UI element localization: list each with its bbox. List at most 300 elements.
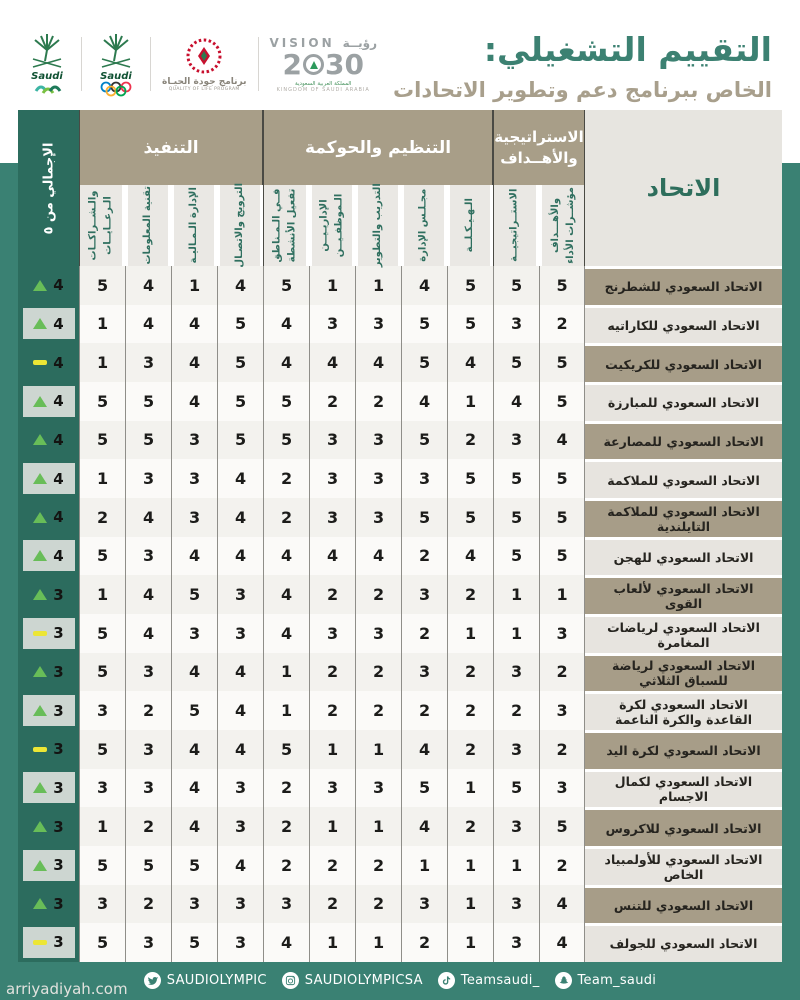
score-cell: 4: [217, 730, 263, 769]
score-cell: 1: [79, 807, 125, 846]
federation-name: الاتحاد السعودي للهجن: [585, 537, 782, 576]
trend-up-icon: [33, 898, 47, 909]
total-value: 4: [53, 314, 64, 333]
social-handle: SAUDIOLYMPIC: [166, 973, 267, 988]
score-cell: 3: [539, 691, 585, 730]
total-cell: [18, 537, 79, 576]
federation-name: الاتحاد السعودي للملاكمة: [585, 459, 782, 498]
score-cell: 5: [79, 923, 125, 962]
trend-up-icon: [33, 473, 47, 484]
score-cell: 4: [171, 382, 217, 421]
federation-name: الاتحاد السعودي لألعاب القوى: [585, 575, 782, 614]
saudi-label: Saudi: [100, 71, 132, 82]
score-cell: 3: [125, 459, 171, 498]
total-cell: [18, 382, 79, 421]
score-cell: 5: [401, 305, 447, 344]
federation-name: الاتحاد السعودي للشطرنج: [585, 266, 782, 305]
trend-up-icon: [33, 396, 47, 407]
total-cell: [18, 653, 79, 692]
score-cell: 2: [401, 537, 447, 576]
column-header: والأهـــداف مؤشــرات الأداء: [539, 185, 585, 266]
score-cell: 2: [263, 846, 309, 885]
saudi-olympic-logo: [93, 31, 139, 97]
score-cell: 4: [171, 730, 217, 769]
column-header: التدريب والتطوير: [355, 185, 401, 266]
score-cell: 2: [539, 730, 585, 769]
score-cell: 4: [355, 537, 401, 576]
score-cell: 3: [217, 923, 263, 962]
score-cell: 1: [401, 846, 447, 885]
score-cell: 3: [309, 614, 355, 653]
score-cell: 4: [217, 691, 263, 730]
score-cell: 3: [355, 421, 401, 460]
trend-up-icon: [33, 860, 47, 871]
score-cell: 5: [493, 769, 539, 808]
score-cell: 2: [355, 885, 401, 924]
total-value: 3: [53, 740, 64, 759]
score-cell: 2: [355, 575, 401, 614]
score-cell: 2: [447, 421, 493, 460]
score-cell: 5: [447, 459, 493, 498]
score-cell: 5: [493, 459, 539, 498]
score-cell: 4: [217, 498, 263, 537]
trend-up-icon: [33, 705, 47, 716]
group-header-strategy: الاستراتيجية والأهــداف: [493, 110, 585, 185]
trend-up-icon: [33, 589, 47, 600]
total-value: 4: [53, 353, 64, 372]
score-cell: 4: [217, 266, 263, 305]
social-handle: Teamsaudi_: [460, 973, 540, 988]
score-cell: 5: [171, 846, 217, 885]
score-cell: 3: [355, 459, 401, 498]
score-cell: 5: [217, 305, 263, 344]
score-cell: 1: [309, 807, 355, 846]
score-cell: 1: [493, 575, 539, 614]
total-value: 3: [53, 662, 64, 681]
score-cell: 5: [493, 343, 539, 382]
score-cell: 4: [309, 343, 355, 382]
score-cell: 2: [493, 691, 539, 730]
score-cell: 4: [217, 537, 263, 576]
score-cell: 2: [539, 305, 585, 344]
score-cell: 2: [401, 614, 447, 653]
score-cell: 3: [401, 885, 447, 924]
score-cell: 5: [263, 730, 309, 769]
score-cell: 3: [309, 769, 355, 808]
total-value: 4: [53, 469, 64, 488]
score-cell: 3: [217, 769, 263, 808]
score-cell: 4: [125, 575, 171, 614]
vision-kingdom-ar: المملكة العربية السعودية: [295, 80, 352, 87]
federation-column-header: الاتحاد: [585, 110, 782, 266]
score-cell: 5: [263, 421, 309, 460]
vision-palm-icon: [303, 54, 324, 75]
total-cell: [18, 730, 79, 769]
trend-steady-icon: [33, 360, 47, 365]
score-cell: 4: [447, 537, 493, 576]
total-cell: [18, 343, 79, 382]
trend-up-icon: [33, 782, 47, 793]
score-cell: 5: [79, 382, 125, 421]
score-cell: 3: [493, 305, 539, 344]
federation-name: الاتحاد السعودي للأولمبياد الخاص: [585, 846, 782, 885]
score-cell: 5: [401, 498, 447, 537]
score-cell: 2: [263, 459, 309, 498]
score-cell: 1: [263, 691, 309, 730]
federation-name: الاتحاد السعودي للمصارعة: [585, 421, 782, 460]
score-cell: 5: [447, 305, 493, 344]
score-cell: 2: [447, 730, 493, 769]
score-cell: 2: [309, 575, 355, 614]
score-cell: 3: [171, 614, 217, 653]
score-cell: 4: [309, 537, 355, 576]
social-item-twitter: [144, 972, 267, 989]
score-cell: 1: [355, 807, 401, 846]
score-cell: 3: [125, 343, 171, 382]
score-cell: 3: [171, 498, 217, 537]
score-cell: 5: [539, 382, 585, 421]
score-cell: 3: [493, 421, 539, 460]
divider: [150, 37, 151, 91]
page-subtitle: الخاص ببرنامج دعم وتطوير الاتحادات: [393, 78, 772, 102]
score-cell: 3: [493, 730, 539, 769]
score-cell: 3: [79, 769, 125, 808]
score-cell: 5: [539, 459, 585, 498]
score-cell: 5: [125, 421, 171, 460]
score-cell: 2: [263, 498, 309, 537]
score-cell: 2: [447, 807, 493, 846]
score-cell: 3: [539, 769, 585, 808]
score-cell: 4: [171, 305, 217, 344]
total-cell: [18, 769, 79, 808]
total-value: 3: [53, 701, 64, 720]
trend-steady-icon: [33, 747, 47, 752]
score-cell: 3: [309, 459, 355, 498]
federation-name: الاتحاد السعودي للتنس: [585, 885, 782, 924]
column-header: الاستــراتيجيــة: [493, 185, 539, 266]
score-cell: 4: [539, 923, 585, 962]
score-cell: 3: [493, 653, 539, 692]
score-cell: 1: [447, 885, 493, 924]
score-cell: 4: [401, 382, 447, 421]
score-cell: 1: [539, 575, 585, 614]
score-cell: 3: [355, 614, 401, 653]
score-cell: 3: [217, 807, 263, 846]
score-cell: 4: [493, 382, 539, 421]
score-cell: 5: [447, 498, 493, 537]
score-cell: 4: [217, 846, 263, 885]
score-cell: 2: [401, 923, 447, 962]
column-header: مجـلـس الإدارة: [401, 185, 447, 266]
score-cell: 3: [217, 575, 263, 614]
group-header-governance: التنظيم والحوكمة: [263, 110, 493, 185]
score-cell: 5: [401, 769, 447, 808]
score-cell: 3: [171, 885, 217, 924]
score-cell: 2: [125, 691, 171, 730]
vision-en-label: VISION: [269, 35, 335, 50]
total-cell: [18, 807, 79, 846]
total-value: 3: [53, 778, 64, 797]
score-cell: 5: [79, 266, 125, 305]
social-item-tiktok: [438, 972, 540, 989]
score-cell: 2: [401, 691, 447, 730]
score-cell: 3: [493, 807, 539, 846]
trend-up-icon: [33, 512, 47, 523]
score-cell: 3: [125, 769, 171, 808]
logo-strip: [24, 26, 377, 102]
score-cell: 3: [125, 730, 171, 769]
score-cell: 2: [309, 691, 355, 730]
trend-up-icon: [33, 280, 47, 291]
total-cell: [18, 885, 79, 924]
score-cell: 5: [79, 421, 125, 460]
social-handle: SAUDIOLYMPICSA: [304, 973, 423, 988]
score-cell: 4: [263, 305, 309, 344]
score-cell: 5: [217, 421, 263, 460]
federation-name: الاتحاد السعودي للمبارزة: [585, 382, 782, 421]
score-cell: 5: [217, 343, 263, 382]
trend-steady-icon: [33, 631, 47, 636]
score-cell: 1: [355, 923, 401, 962]
score-cell: 3: [125, 923, 171, 962]
score-cell: 4: [263, 537, 309, 576]
score-cell: 5: [263, 382, 309, 421]
score-cell: 4: [263, 343, 309, 382]
score-cell: 3: [401, 459, 447, 498]
trend-up-icon: [33, 666, 47, 677]
score-cell: 5: [171, 575, 217, 614]
score-cell: 4: [447, 343, 493, 382]
score-cell: 5: [493, 266, 539, 305]
score-cell: 4: [263, 923, 309, 962]
social-item-instagram: [282, 972, 423, 989]
score-cell: 3: [539, 614, 585, 653]
total-value: 3: [53, 933, 64, 952]
score-cell: 1: [79, 575, 125, 614]
total-cell: [18, 266, 79, 305]
column-header: الإدارة الـمـاليـة: [171, 185, 217, 266]
score-cell: 4: [401, 266, 447, 305]
score-cell: 4: [125, 305, 171, 344]
column-header: الـهـيـكـلــة: [447, 185, 493, 266]
score-cell: 1: [79, 343, 125, 382]
federation-name: الاتحاد السعودي للكريكيت: [585, 343, 782, 382]
score-cell: 3: [217, 614, 263, 653]
federation-name: الاتحاد السعودي للجولف: [585, 923, 782, 962]
qol-arabic-label: برنامج جودة الحيـاة: [162, 77, 247, 87]
score-cell: 4: [171, 537, 217, 576]
score-cell: 5: [79, 653, 125, 692]
total-value: 3: [53, 585, 64, 604]
total-column-header: [18, 110, 79, 266]
score-cell: 3: [355, 305, 401, 344]
score-cell: 2: [539, 846, 585, 885]
total-value: 3: [53, 817, 64, 836]
site-watermark: arriyadiyah.com: [6, 980, 128, 998]
score-cell: 1: [79, 305, 125, 344]
score-cell: 1: [171, 266, 217, 305]
score-cell: 3: [355, 498, 401, 537]
trend-up-icon: [33, 821, 47, 832]
score-cell: 1: [447, 846, 493, 885]
score-cell: 4: [539, 885, 585, 924]
score-cell: 4: [263, 614, 309, 653]
federation-name: الاتحاد السعودي للملاكمة التايلندية: [585, 498, 782, 537]
score-cell: 4: [171, 343, 217, 382]
score-cell: 1: [309, 923, 355, 962]
score-cell: 4: [401, 807, 447, 846]
score-cell: 4: [125, 498, 171, 537]
score-cell: 5: [401, 421, 447, 460]
score-cell: 2: [355, 846, 401, 885]
score-cell: 5: [125, 382, 171, 421]
score-cell: 4: [171, 653, 217, 692]
snapchat-icon: [555, 972, 572, 989]
page-title: التقييم التشغيلي:: [483, 30, 772, 69]
total-cell: [18, 846, 79, 885]
column-header: فــي الـمـناطق تفعيل الأنشطة: [263, 185, 309, 266]
score-cell: 5: [447, 266, 493, 305]
federation-name: الاتحاد السعودي لرياضات المغامرة: [585, 614, 782, 653]
score-cell: 5: [539, 537, 585, 576]
total-header-label: الإجمالي من ٥: [41, 142, 56, 234]
score-cell: 1: [309, 266, 355, 305]
score-cell: 5: [539, 343, 585, 382]
score-cell: 3: [401, 653, 447, 692]
score-cell: 2: [309, 846, 355, 885]
federation-name: الاتحاد السعودي لكمال الاجسام: [585, 769, 782, 808]
social-item-snapchat: [555, 972, 657, 989]
total-value: 4: [53, 508, 64, 527]
score-cell: 5: [79, 537, 125, 576]
score-cell: 3: [493, 885, 539, 924]
score-cell: 4: [401, 730, 447, 769]
trend-up-icon: [33, 318, 47, 329]
column-header: الإداريـيــن الـموظفـيــن: [309, 185, 355, 266]
score-cell: 2: [447, 575, 493, 614]
score-cell: 1: [79, 459, 125, 498]
score-cell: 3: [309, 305, 355, 344]
federation-name: الاتحاد السعودي للاكروس: [585, 807, 782, 846]
score-cell: 5: [493, 537, 539, 576]
score-cell: 1: [263, 653, 309, 692]
vision-year-left: 2: [282, 47, 302, 81]
evaluation-table: [18, 110, 782, 962]
score-cell: 1: [309, 730, 355, 769]
score-cell: 5: [217, 382, 263, 421]
score-cell: 1: [493, 614, 539, 653]
score-cell: 4: [355, 343, 401, 382]
score-cell: 2: [79, 498, 125, 537]
score-cell: 1: [447, 614, 493, 653]
score-cell: 3: [125, 537, 171, 576]
federation-name: الاتحاد السعودي لكرة اليد: [585, 730, 782, 769]
score-cell: 1: [447, 382, 493, 421]
score-cell: 4: [125, 266, 171, 305]
score-cell: 5: [171, 923, 217, 962]
score-cell: 5: [79, 846, 125, 885]
group-header-execution: التنفيذ: [79, 110, 263, 185]
saudi-paralympic-logo: [24, 31, 70, 97]
total-value: 4: [53, 430, 64, 449]
score-cell: 5: [493, 498, 539, 537]
federation-name: الاتحاد السعودي للكاراتيه: [585, 305, 782, 344]
score-cell: 4: [539, 421, 585, 460]
total-value: 4: [53, 276, 64, 295]
social-handle: Team_saudi: [577, 973, 657, 988]
score-cell: 1: [493, 846, 539, 885]
score-cell: 5: [79, 614, 125, 653]
score-cell: 5: [539, 807, 585, 846]
score-cell: 3: [171, 421, 217, 460]
score-cell: 1: [447, 769, 493, 808]
column-header: الترويج والاتصـال: [217, 185, 263, 266]
score-cell: 4: [171, 807, 217, 846]
score-cell: 2: [355, 691, 401, 730]
vision-kingdom-en: KINGDOM OF SAUDI ARABIA: [276, 86, 370, 93]
vision-2030-logo: [270, 36, 377, 93]
twitter-icon: [144, 972, 161, 989]
score-cell: 4: [217, 653, 263, 692]
score-cell: 2: [125, 885, 171, 924]
score-cell: 3: [355, 769, 401, 808]
total-value: 3: [53, 624, 64, 643]
trend-up-icon: [33, 550, 47, 561]
column-header: والـشــراكــات الـرعــايــات: [79, 185, 125, 266]
score-cell: 3: [171, 459, 217, 498]
score-cell: 1: [447, 923, 493, 962]
score-cell: 1: [355, 730, 401, 769]
score-cell: 2: [309, 382, 355, 421]
score-cell: 5: [125, 846, 171, 885]
total-cell: [18, 575, 79, 614]
total-cell: [18, 459, 79, 498]
total-value: 3: [53, 856, 64, 875]
score-cell: 4: [171, 769, 217, 808]
vision-year-right: 30: [325, 47, 364, 81]
score-cell: 5: [263, 266, 309, 305]
score-cell: 5: [401, 343, 447, 382]
federation-name: الاتحاد السعودي لكرة القاعدة والكرة الناعمة: [585, 691, 782, 730]
score-cell: 1: [355, 266, 401, 305]
score-cell: 5: [171, 691, 217, 730]
saudi-label: Saudi: [31, 71, 63, 82]
score-cell: 3: [125, 653, 171, 692]
score-cell: 2: [125, 807, 171, 846]
score-cell: 3: [217, 885, 263, 924]
total-value: 4: [53, 546, 64, 565]
score-cell: 2: [309, 653, 355, 692]
total-cell: [18, 421, 79, 460]
column-header: تقنية المعلومات: [125, 185, 171, 266]
score-cell: 2: [447, 653, 493, 692]
score-cell: 2: [355, 653, 401, 692]
score-cell: 4: [263, 575, 309, 614]
qol-english-label: QUALITY OF LIFE PROGRAM: [168, 87, 240, 92]
score-cell: 3: [493, 923, 539, 962]
total-cell: [18, 691, 79, 730]
total-cell: [18, 305, 79, 344]
trend-up-icon: [33, 434, 47, 445]
score-cell: 5: [539, 266, 585, 305]
score-cell: 3: [79, 885, 125, 924]
score-cell: 5: [539, 498, 585, 537]
score-cell: 3: [79, 691, 125, 730]
total-cell: [18, 498, 79, 537]
quality-of-life-logo: [162, 36, 247, 92]
divider: [258, 37, 259, 91]
divider: [81, 37, 82, 91]
